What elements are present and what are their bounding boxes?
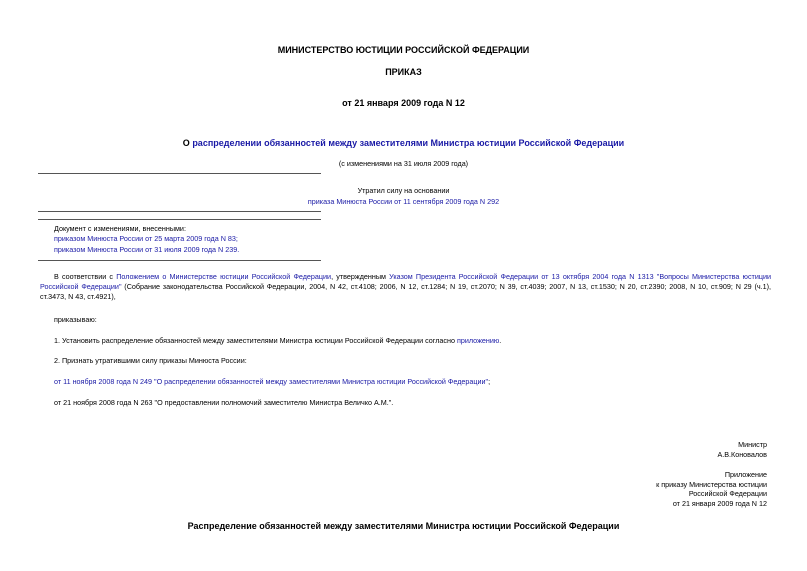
document-title-prefix: О [182, 138, 193, 148]
point-1-end: . [499, 336, 502, 345]
amendments-intro: Документ с изменениями, внесенными: [54, 224, 186, 233]
appendix-line: Российской Федерации [688, 489, 767, 498]
expired-text: Утратил силу на основании [357, 186, 450, 195]
document-type: ПРИКАЗ [385, 67, 422, 77]
signature-block [717, 440, 767, 459]
document-title [0, 138, 807, 148]
appendix-line: Приложение [724, 470, 767, 479]
preamble-text: В соответствии с [54, 272, 117, 281]
repealed-order-1-end: ; [488, 377, 491, 386]
point-1 [54, 336, 501, 346]
ministry-heading: МИНИСТЕРСТВО ЮСТИЦИИ РОССИЙСКОЙ ФЕДЕРАЦИИ [277, 45, 530, 55]
amendment-link[interactable]: приказом Минюста России от 31 июля 2009 года N 239. [54, 245, 240, 254]
decree-link[interactable]: Указом Президента Российской Федерации от 13 октября 2004 года N 1313 "Вопросы Министерства юстиции Российской Федерации" [40, 272, 771, 291]
divider [38, 173, 321, 174]
appendix-title: Распределение обязанностей между заместителями Министра юстиции Российской Федерации [187, 521, 620, 531]
amendment-link[interactable]: приказом Минюста России от 25 марта 2009 года N 83; [54, 234, 238, 243]
preamble-text: , утвержденным [331, 272, 390, 281]
appendix-line: от 21 января 2009 года N 12 [672, 498, 767, 508]
repealed-order-2: от 21 ноября 2008 года N 263 "О предоставлении полномочий заместителю Министра Величко А.М.". [54, 398, 394, 407]
divider [38, 219, 321, 220]
preamble-paragraph [40, 272, 771, 302]
order-word: приказываю: [54, 315, 97, 324]
signature-position: Министр [738, 440, 767, 449]
document-title-link[interactable]: распределении обязанностей между заместителями Министра юстиции Российской Федерации [192, 138, 625, 148]
expired-order-link[interactable]: приказа Минюста России от 11 сентября 2009 года N 292 [307, 197, 500, 206]
point-1-text: 1. Установить распределение обязанностей между заместителями Министра юстиции Российской Федерации согласно [54, 336, 457, 345]
repealed-order-1 [54, 377, 490, 387]
signature-name: А.В.Коновалов [717, 449, 767, 459]
document-date-number: от 21 января 2009 года N 12 [342, 98, 465, 108]
divider [38, 260, 321, 261]
appendix-line: к приказу Министерства юстиции [656, 479, 767, 489]
appendix-link[interactable]: приложению [456, 336, 500, 345]
point-2: 2. Признать утратившими силу приказы Минюста России: [54, 356, 247, 365]
preamble-text: (Собрание законодательства Российской Федерации, 2004, N 42, ст.4108; 2006, N 12, ст.1284; N 19, ст.2070; N 39, ст.4039; 2007, N 13, ст.1530; N 20, ст.2390; 2008, N 10, ст.909; N 29 (ч.1), ст.3473, N 43, ст.4921), [40, 282, 771, 301]
appendix-header [656, 470, 767, 508]
regulation-link[interactable]: Положением о Министерстве юстиции Российской Федерации [116, 272, 332, 281]
expired-link-line [0, 197, 807, 207]
changes-note: (с изменениями на 31 июля 2009 года) [338, 159, 469, 168]
repealed-order-1-link[interactable]: от 11 ноября 2008 года N 249 "О распределении обязанностей между заместителями Министра юстиции Российской Федерации" [54, 377, 489, 386]
divider [38, 211, 321, 212]
